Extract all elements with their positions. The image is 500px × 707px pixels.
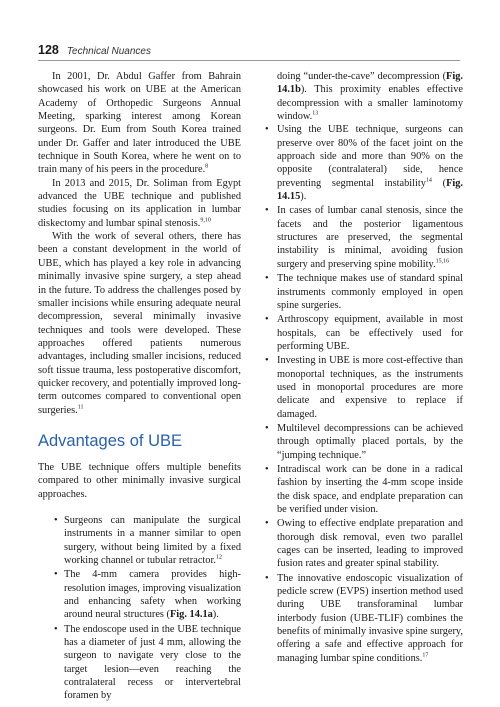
left-bullet-list bbox=[52, 514, 241, 703]
continued-bullet-text: doing “under-the-cave” decompression (Fig. 14.1b). This proximity enables effective decompression with a smaller laminotomy window.$^{13}$ bbox=[277, 71, 463, 123]
right-bullet-list bbox=[263, 123, 463, 665]
paragraph-history-soliman: In 2013 and 2015, Dr. Soliman from Egypt advanced the UBE technique and published studies focusing on its application in lumbar diskectomy and lumbar spinal stenosis.$^{9,10}$ bbox=[38, 177, 241, 229]
figure-reference: Fig. 14.1b bbox=[277, 71, 463, 96]
list-item: • In cases of lumbar canal stenosis, since the facets and the posterior ligamentous structures are preserved, the segmental instability is minimal, avoiding fusion surgery and preserving spine mobility.$^{15,16}$ bbox=[265, 205, 463, 270]
bullet-icon: • bbox=[265, 273, 269, 285]
page-number: 128 bbox=[38, 43, 59, 57]
bullet-icon: • bbox=[265, 572, 269, 584]
header-rule bbox=[38, 60, 460, 61]
list-item: • Using the UBE technique, surgeons can preserve over 80% of the facet joint on the approach side and more than 90% on the opposite (contralateral) side, hence preventing segmental instability$^{14}$ (Fig. 14.15). bbox=[265, 124, 464, 203]
figure-reference: Fig. 14.15 bbox=[277, 177, 464, 203]
bullet-icon: • bbox=[265, 124, 269, 136]
paragraph-development: With the work of several others, there has been a constant development in the world of UBE, which has played a key role in advancing minimally invasive spine surgery, a step ahead in the future. To address the challenges posed by smaller incisions while ensuring adequate neural decompression, several minimally invasive techniques and tools were developed. These approaches offered patients numerous advantages, including smaller incisions, reduced soft tissue trauma, less postoperative discomfort, quicker recovery, and potentially improved long-term outcomes compared to conventional open surgeries.$^{11}$ bbox=[38, 231, 241, 416]
bullet-icon: • bbox=[265, 518, 269, 530]
bullet-icon: • bbox=[265, 314, 269, 326]
bullet-icon: • bbox=[54, 569, 58, 581]
bullet-icon: • bbox=[54, 623, 58, 635]
list-item: • Intradiscal work can be done in a radical fashion by inserting the 4-mm scope inside the disk space, and endplate preparation can be verified under vision. bbox=[265, 463, 463, 515]
list-item: • Arthroscopy equipment, available in most hospitals, can be effectively used for performing UBE. bbox=[265, 314, 463, 352]
list-item: • Owing to effective endplate preparation and thorough disk removal, even two parallel cages can be inserted, leading to improved fusion rates and greater spinal stability. bbox=[265, 518, 463, 570]
paragraph-history-gaffer: In 2001, Dr. Abdul Gaffer from Bahrain showcased his work on UBE at the American Academy of Orthopedic Surgeons Annual Meeting, sparking interest among Korean surgeons. Dr. Eum from South Korea trained under Dr. Gaffer and later introduced the UBE technique in South Korea, where he went on to train many of his peers in the procedure.$^8$ bbox=[38, 71, 241, 176]
bullet-icon: • bbox=[265, 463, 269, 475]
list-item: • The innovative endoscopic visualization of pedicle screw (EVPS) insertion method used during UBE transforaminal lumbar interbody fusion (UBE-TLIF) combines the benefits of minimally invasive spine surgery, offering a safe and effective approach for managing lumbar spine conditions.$^{17}$ bbox=[265, 572, 463, 664]
list-item: • The technique makes use of standard spinal instruments commonly employed in open spine surgeries. bbox=[265, 273, 463, 311]
page-header bbox=[38, 43, 460, 57]
section-heading-advantages: Advantages of UBE bbox=[38, 431, 183, 450]
bullet-icon: • bbox=[265, 205, 269, 217]
running-title: Technical Nuances bbox=[66, 46, 151, 57]
section-intro: The UBE technique offers multiple benefits compared to other minimally invasive surgical approaches. bbox=[38, 461, 241, 500]
list-item: • Multilevel decompressions can be achieved through optimally placed portals, by the “jumping technique.” bbox=[265, 422, 463, 461]
bullet-icon: • bbox=[265, 355, 269, 367]
list-item: • Investing in UBE is more cost-effective than monoportal techniques, as the instruments used in monoportal procedures are more delicate and expensive to replace if damaged. bbox=[265, 355, 463, 420]
list-item: • The 4-mm camera provides high-resolution images, improving visualization and enhancing safety when working around neural structures (Fig. 14.1a). bbox=[54, 569, 241, 621]
list-item: • The endoscope used in the UBE technique has a diameter of just 4 mm, allowing the surgeon to navigate very close to the target lesion—even reaching the contralateral recess or intervertebral foramen by bbox=[54, 623, 241, 702]
bullet-icon: • bbox=[265, 422, 269, 434]
figure-reference: Fig. 14.1a bbox=[169, 609, 213, 621]
list-item: • Surgeons can manipulate the surgical instruments in a manner similar to open surgery, without being limited by a fixed working channel or tubular retractor.$^{12}$ bbox=[54, 514, 241, 566]
bullet-icon: • bbox=[54, 514, 58, 526]
left-column bbox=[38, 70, 241, 704]
right-column bbox=[263, 70, 463, 666]
